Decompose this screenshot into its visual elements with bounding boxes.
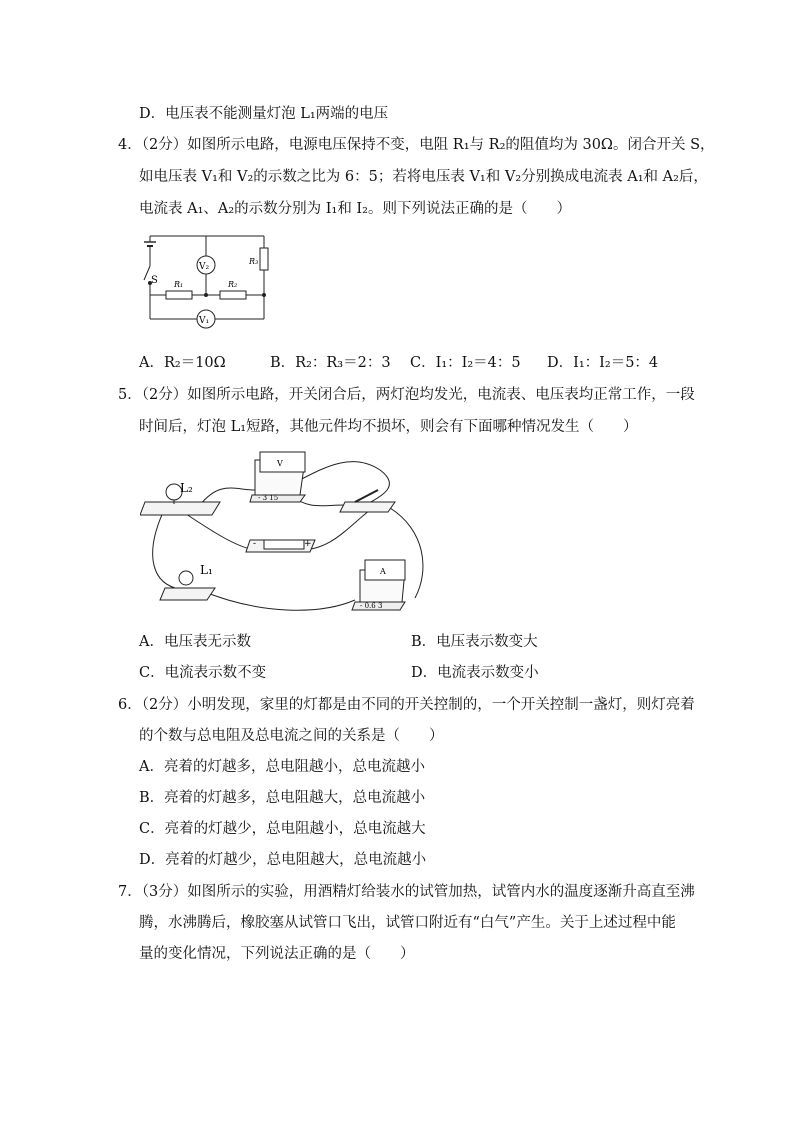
q5-line-2: 时间后，灯泡 L₁短路，其他元件均不损坏，则会有下面哪种情况发生（ ）	[139, 419, 638, 435]
q5-circuit-photo	[140, 440, 440, 620]
q4-label-r1: R₁	[174, 280, 184, 289]
q5-option-c: C．电流表示数不变	[139, 665, 267, 681]
q4-label-v1: V₁	[199, 316, 210, 326]
q5-battery-minus: -	[253, 539, 257, 549]
q5-line-1: 5．（2分）如图所示电路，开关闭合后，两灯泡均发光，电流表、电压表均正常工作，一段	[118, 387, 695, 403]
q4-line-1: 4．（2分）如图所示电路，电源电压保持不变，电阻 R₁与 R₂的阻值均为 30Ω。闭合开关 S，	[118, 137, 715, 153]
q6-line-1: 6．（2分）小明发现，家里的灯都是由不同的开关控制的，一个开关控制一盏灯，则灯亮着	[118, 697, 695, 713]
q5-voltmeter-terminals: - 3 15	[258, 494, 279, 502]
q6-option-b: B．亮着的灯越多，总电阻越大，总电流越小	[139, 790, 426, 806]
q5-option-a: A．电压表无示数	[139, 634, 251, 650]
q4-label-v2: V₂	[199, 262, 210, 272]
q6-option-d: D．亮着的灯越少，总电阻越大，总电流越小	[139, 852, 427, 868]
q5-ammeter-label: A	[380, 567, 386, 576]
q4-option-c: C．I₁：I₂＝4：5	[410, 355, 521, 371]
q5-option-b: B．电压表示数变大	[411, 634, 538, 650]
q5-battery-plus: +	[304, 539, 312, 549]
q5-ammeter-terminals: - 0.6 3	[360, 602, 383, 610]
q4-option-b: B．R₂：R₃＝2：3	[270, 355, 391, 371]
q4-label-r2: R₂	[228, 280, 238, 289]
q7-line-2: 腾，水沸腾后，橡胶塞从试管口飞出，试管口附近有“白气”产生。关于上述过程中能	[139, 915, 676, 931]
q4-option-d: D．I₁：I₂＝5：4	[547, 355, 659, 371]
q5-option-d: D．电流表示数变小	[411, 665, 539, 681]
q4-label-s: S	[151, 275, 158, 286]
q4-label-r3: R₃	[249, 257, 259, 266]
q6-option-a: A．亮着的灯越多，总电阻越小，总电流越小	[139, 759, 425, 775]
q6-line-2: 的个数与总电阻及总电流之间的关系是（ ）	[139, 728, 444, 744]
q3-option-d: D．电压表不能测量灯泡 L₁两端的电压	[139, 106, 389, 122]
q4-circuit-diagram	[130, 228, 280, 340]
q4-line-2: 如电压表 V₁和 V₂的示数之比为 6：5；若将电压表 V₁和 V₂分别换成电流表 A₁和 A₂后，	[139, 169, 708, 185]
q7-line-1: 7．（3分）如图所示的实验，用酒精灯给装水的试管加热，试管内水的温度逐渐升高直至沸	[118, 884, 695, 900]
q5-label-l2: L₂	[180, 481, 193, 495]
q5-voltmeter-label: V	[277, 459, 283, 468]
q4-option-a: A．R₂＝10Ω	[139, 355, 226, 371]
q6-option-c: C．亮着的灯越少，总电阻越小，总电流越大	[139, 821, 426, 837]
q5-label-l1: L₁	[200, 563, 213, 577]
q4-line-3: 电流表 A₁、A₂的示数分别为 I₁和 I₂。则下列说法正确的是（ ）	[139, 201, 571, 217]
q7-line-3: 量的变化情况，下列说法正确的是（ ）	[139, 946, 415, 962]
